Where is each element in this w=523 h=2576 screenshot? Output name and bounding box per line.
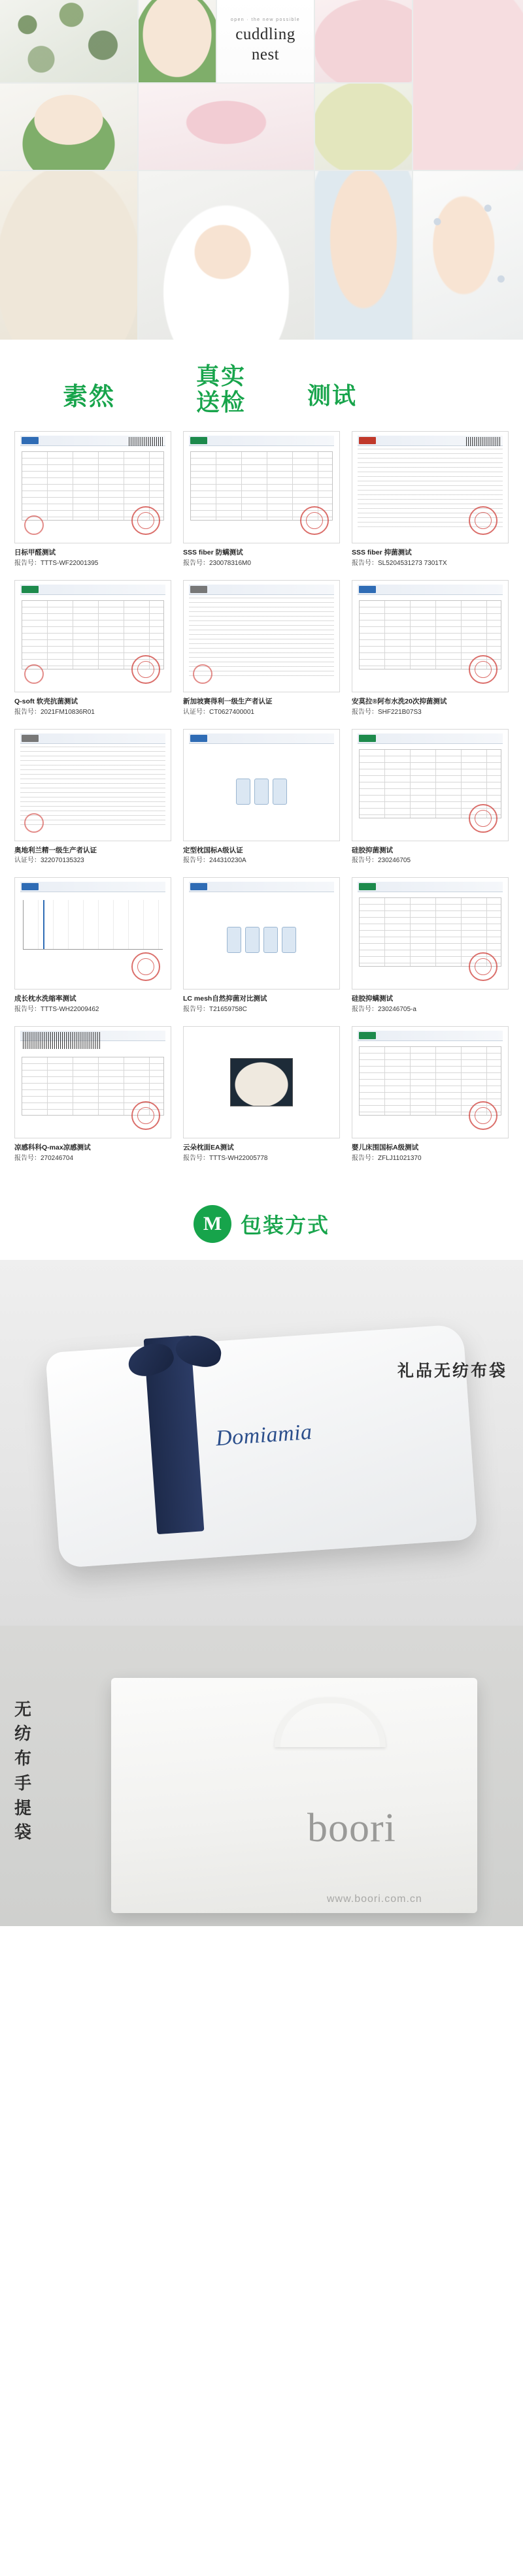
cuddling-line-2: nest [251, 45, 280, 63]
certificate-title: 成长枕水洗缩率测试 [14, 995, 76, 1003]
tote-bag-note: 无纺布手提袋 [14, 1699, 33, 1843]
certificate-title: 云朵枕面EA测试 [183, 1144, 234, 1151]
green-pillow-photo [315, 84, 412, 170]
certificate-item [183, 877, 340, 1014]
tote-handle-shape [275, 1698, 386, 1747]
certificate-report-no: 认证号：CT0627400001 [183, 708, 254, 716]
photo-baby-blue [315, 171, 412, 340]
photo-collage [0, 0, 523, 340]
baby-in-green-nest-photo [139, 0, 216, 82]
certificate-scan-image[interactable] [352, 431, 509, 543]
photo-cream-nest [0, 171, 137, 340]
heading-word-2: 真实 [196, 362, 246, 389]
certificate-item [183, 580, 340, 717]
certificate-report-no: 报告号：244310230A [183, 857, 246, 865]
gift-bag-note: 礼品无纺布袋 [397, 1361, 507, 1380]
pink-rolled-nest-photo [315, 0, 412, 82]
leaf-print-swaddle-photo [0, 0, 137, 82]
certificate-report-no: 报告号：SHF221B07S3 [352, 708, 422, 716]
certificate-item [14, 431, 171, 568]
certificate-title: 婴儿床围国标A级测试 [352, 1144, 419, 1151]
baby-in-blue-nest-photo [315, 171, 412, 340]
certificate-scan-image[interactable] [352, 580, 509, 692]
certificate-item [352, 877, 509, 1014]
certificate-scan-image[interactable] [352, 877, 509, 990]
baby-in-white-nest-photo [139, 171, 314, 340]
certificate-item [352, 580, 509, 717]
gift-bag-brand: Domiamia [214, 1419, 313, 1451]
certificate-report-no: 报告号：230246705-a [352, 1006, 416, 1013]
cream-nest-photo-2 [0, 171, 137, 340]
certificate-scan-image[interactable] [14, 877, 171, 990]
photo-green-pillow [315, 84, 412, 170]
photo-baby-white [139, 171, 314, 340]
certificate-item [14, 877, 171, 1014]
packaging-title: 包装方式 [240, 1213, 329, 1237]
cuddling-sub-text: open · the new possible [230, 18, 301, 22]
certificate-scan-image[interactable] [14, 580, 171, 692]
certificate-scan-image[interactable] [183, 431, 340, 543]
certificate-report-no: 报告号：SL5204531273 7301TX [352, 559, 447, 567]
certificate-item [14, 729, 171, 866]
cuddling-line-1: cuddling [235, 25, 295, 43]
heading-word-1: 素然 [63, 383, 116, 411]
baby-star-print-nest-photo [413, 171, 523, 340]
certificate-title: 新加坡赛得利一级生产者认证 [183, 697, 273, 705]
certificate-scan-image[interactable] [352, 1026, 509, 1138]
heading-word-4: 测试 [307, 382, 358, 409]
section-heading-testing [0, 340, 523, 425]
certificate-scan-image[interactable] [183, 877, 340, 990]
certificate-scan-image[interactable] [352, 729, 509, 841]
cream-nest-photo [0, 84, 137, 170]
certificate-report-no: 报告号：T21659758C [183, 1006, 247, 1013]
photo-pink-flat [413, 0, 523, 170]
photo-pink-hat [139, 84, 314, 170]
certificate-scan-image[interactable] [14, 729, 171, 841]
pink-baby-hat-photo [139, 84, 314, 170]
certificate-title: 凉感科科Q-max凉感测试 [14, 1144, 91, 1151]
tote-bag-brand: boori [307, 1805, 396, 1850]
certificate-title: 安莫拉®阿布水洗20次抑菌测试 [352, 697, 447, 705]
certificate-report-no: 报告号：270246704 [14, 1154, 74, 1162]
photo-baby-green [139, 0, 216, 82]
certificate-title: SSS fiber 抑菌测试 [352, 549, 412, 556]
photo-leaf-print [0, 0, 137, 82]
certificate-report-no: 报告号：230078316M0 [183, 559, 251, 567]
certificate-report-no: 报告号：ZFLJ11021370 [352, 1154, 422, 1162]
cuddling-nest-label [217, 0, 314, 82]
certificate-report-no: 报告号：2021FM10836R01 [14, 708, 95, 716]
certificate-item [352, 1026, 509, 1163]
tote-bag-photo [0, 1626, 523, 1926]
packaging-heading [0, 1183, 523, 1260]
certificate-item [352, 431, 509, 568]
certificate-title: 日标甲醛测试 [14, 549, 56, 556]
certificate-report-no: 报告号：TTTS-WH22009462 [14, 1006, 99, 1013]
certificate-title: 硅胶抑菌测试 [352, 846, 393, 854]
certificate-title: LC mesh自然抑菌对比测试 [183, 995, 267, 1003]
certificate-title: Q-soft 软壳抗菌测试 [14, 697, 78, 705]
certificate-scan-image[interactable] [183, 729, 340, 841]
certificate-report-no: 报告号：TTTS-WH22005778 [183, 1154, 268, 1162]
tote-bag-url: www.boori.com.cn [327, 1893, 422, 1905]
certificate-scan-image[interactable] [183, 1026, 340, 1138]
certificate-title: 定型枕国标A级认证 [183, 846, 243, 854]
tote-bag-shape [111, 1678, 477, 1913]
photo-pink-rolled [315, 0, 412, 82]
brand-logo-icon [194, 1205, 231, 1243]
certificate-scan-image[interactable] [14, 1026, 171, 1138]
certificate-item [183, 729, 340, 866]
certificate-item [183, 1026, 340, 1163]
certificate-report-no: 报告号：TTTS-WF22001395 [14, 559, 99, 567]
certificate-title: 奥地利兰精一级生产者认证 [14, 846, 97, 854]
certificate-item [183, 431, 340, 568]
gift-bag-photo [0, 1260, 523, 1626]
certificate-grid [0, 425, 523, 1183]
certificate-title: 硅胶抑螨测试 [352, 995, 393, 1003]
certificate-report-no: 认证号：322070135323 [14, 857, 84, 865]
certificate-scan-image[interactable] [14, 431, 171, 543]
photo-baby-nest-green2 [0, 84, 137, 170]
photo-baby-stars [413, 171, 523, 340]
certificate-item [14, 1026, 171, 1163]
heading-word-3: 送检 [196, 389, 246, 415]
certificate-title: SSS fiber 防螨测试 [183, 549, 243, 556]
certificate-report-no: 报告号：230246705 [352, 857, 411, 865]
certificate-item [352, 729, 509, 866]
pink-flat-nest-photo [413, 0, 523, 170]
certificate-scan-image[interactable] [183, 580, 340, 692]
certificate-item [14, 580, 171, 717]
